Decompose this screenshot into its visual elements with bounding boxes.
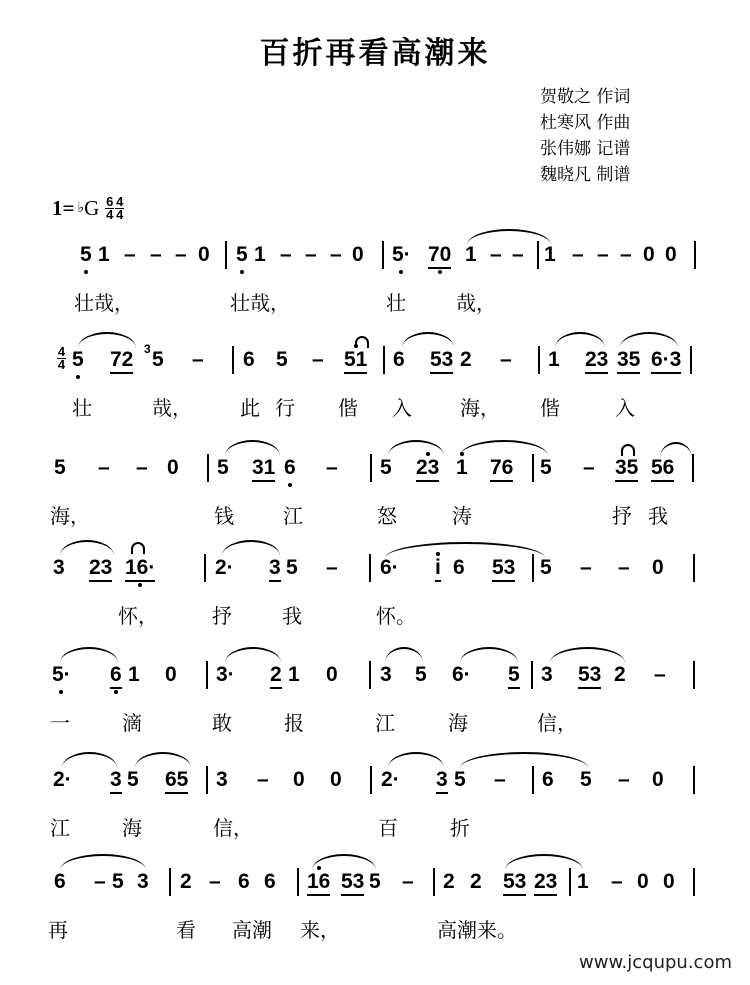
lyric: 海 [448,711,468,735]
note-group: 65 [165,768,188,794]
note-group: 23 [534,870,557,896]
watermark-url: www.jcqupu.com [579,952,732,973]
song-title: 百折再看高潮来 [259,36,491,71]
barline [206,766,208,794]
barline [531,661,533,689]
score-row-6 [0,760,750,860]
lyric: 百 [378,816,398,840]
lyric: 抒 [212,604,232,628]
credit-composer: 杜寒风 作曲 [540,113,631,133]
dash: – [305,243,317,266]
dash: – [618,768,630,791]
lyric: 折 [450,816,470,840]
barline [690,346,692,374]
time-signature-4-4: $\frac{4}{4}$ [116,194,124,222]
lyric: 哉， [152,396,192,420]
note: 2 [470,870,482,893]
note: 5 [580,768,592,791]
barline [569,868,571,896]
note: 2 [614,663,626,686]
barline [232,346,234,374]
barline [532,554,534,582]
slur [225,647,281,663]
note-group: 72 [110,348,133,374]
note: 2 [270,663,282,689]
barline [370,454,372,482]
note: 5 [286,556,298,579]
barline [694,241,696,269]
dash: – [402,870,414,893]
staff [0,448,750,488]
note-group: 16· [125,556,155,582]
slur [550,647,625,663]
dash: – [597,243,609,266]
barline [433,868,435,896]
lyric: 信， [537,711,577,735]
dash: – [572,243,584,266]
lyric: 来， [300,918,340,942]
note: 1 [548,348,560,371]
lyric: 入 [392,396,412,420]
note: 5 [454,768,466,791]
dash: – [209,870,221,893]
lyric: 我 [648,504,668,528]
slur [385,647,423,663]
staff [0,548,750,588]
rest: 0 [326,663,338,686]
lyric: 钱 [214,504,234,528]
score-row-1 [0,235,750,335]
dash: – [150,243,162,266]
lyric: 高潮来。 [437,918,517,942]
note-group: 35 [617,348,640,374]
rest: 0 [198,243,210,266]
barline [538,346,540,374]
note: 6 [110,663,122,689]
staff [0,862,750,902]
lyric: 怀。 [376,604,416,628]
lyric: 抒 [612,504,632,528]
note-group: 23 [89,556,112,582]
note: 5· [52,663,71,686]
slur [60,647,118,663]
credit-lyricist: 贺敬之 作词 [540,87,631,107]
note: 6 [243,348,255,371]
time-signature-4-4: 4 4 [57,344,66,372]
note: 5 [276,348,288,371]
note: 5 [112,870,124,893]
note: 6 [54,870,66,893]
credit-transcriber: 张伟娜 记谱 [540,139,631,159]
lyric: 壮 [386,291,406,315]
note-group: 35 [615,456,638,482]
dash: – [512,243,524,266]
note: 3 [110,768,122,794]
barline [297,868,299,896]
dash: – [98,456,110,479]
dash: – [490,243,502,266]
barline [692,454,694,482]
dash: – [500,348,512,371]
lyric: 行 [275,396,295,420]
note: 5 [540,556,552,579]
dash: – [326,456,338,479]
note-group: 76 [490,456,513,482]
lyric: 此 [240,396,260,420]
note: 1 [544,243,556,266]
fermata-icon [355,336,369,348]
note: 3 [380,663,392,686]
note: 5 [380,456,392,479]
lyric: 海， [50,504,90,528]
note: 6· [380,556,399,579]
note: 1 [577,870,589,893]
barline [225,241,227,269]
note-group: 51 [344,348,367,374]
lyric: 壮 [72,396,92,420]
note: 6· [452,663,471,686]
rest: 0 [165,663,177,686]
dash: – [136,456,148,479]
lyric: 海 [122,816,142,840]
lyric: 信， [213,816,253,840]
note-group: 31 [252,456,275,482]
rest: 0 [652,768,664,791]
dash: – [580,556,592,579]
note: 5 [369,870,381,893]
note-group: 53 [430,348,453,374]
rest: 0 [167,456,179,479]
barline [532,454,534,482]
lyric: 江 [283,504,303,528]
rest: 0 [352,243,364,266]
note: 6 [393,348,405,371]
lyric: 涛 [452,504,472,528]
note-group: 56 [651,456,674,482]
score-row-5 [0,655,750,755]
score-row-4 [0,548,750,648]
flat-icon: ♭ [77,201,85,216]
dash: – [326,556,338,579]
note: 5· [392,243,411,266]
lyric: 我 [282,604,302,628]
note: 2 [460,348,472,371]
barline [207,454,209,482]
staff [0,235,750,275]
note: 1 [128,663,140,686]
barline [693,661,695,689]
note: 5 [152,348,164,371]
barline [532,766,534,794]
note-group: 6·3 [651,348,681,374]
note: 3· [216,663,235,686]
lyric: 海， [460,396,500,420]
note: 1 [456,456,468,479]
dash: – [654,663,666,686]
note-group: 23 [585,348,608,374]
score-row-2 [0,340,750,440]
lyric: 壮哉， [230,291,290,315]
note: 6 [238,870,250,893]
dash: – [175,243,187,266]
credits-block [540,84,630,188]
time-signature-6-4: $\frac{6}{4}$ [106,194,114,222]
staff [0,655,750,695]
slur [225,440,280,456]
rest: 0 [652,556,664,579]
note: 1 [465,243,477,266]
fermata-icon [131,542,145,554]
note-group: 53 [503,870,526,896]
note: 5 [508,663,520,689]
note: 2· [215,556,234,579]
note: i [435,556,441,582]
slur [388,440,444,456]
dash: – [330,243,342,266]
dash: – [280,243,292,266]
dash: – [124,243,136,266]
note-group: 16 [307,870,330,896]
note: 2 [443,870,455,893]
lyric: 江 [50,816,70,840]
lyric: 看 [176,918,196,942]
slur [460,647,518,663]
note: 3 [269,556,281,582]
dash: – [94,870,106,893]
key-signature: 1= ♭ G $\frac{6}{4}$ $\frac{4}{4}$ [52,194,124,222]
barline [693,554,695,582]
grace-note: 3 [144,342,151,356]
dash: – [611,870,623,893]
lyric: 怒 [377,504,397,528]
dash: – [494,768,506,791]
note: 6 [284,456,296,479]
dash: – [257,768,269,791]
rest: 0 [330,768,342,791]
fermata-icon [621,444,635,456]
note: 5 [54,456,66,479]
note: 5 [540,456,552,479]
rest: 0 [663,870,675,893]
lyric: 高潮 [232,918,272,942]
note: 5 [217,456,229,479]
barline [369,661,371,689]
note: 5 [80,243,92,266]
barline [369,554,371,582]
note: 3 [541,663,553,686]
barline [169,868,171,896]
score-row-3 [0,448,750,548]
rest: 0 [665,243,677,266]
lyric: 偕 [540,396,560,420]
barline [206,661,208,689]
score-row-7 [0,862,750,962]
lyric: 江 [375,711,395,735]
note: 5 [236,243,248,266]
note: 6 [542,768,554,791]
staff [0,340,750,380]
barline [693,868,695,896]
note: 1 [98,243,110,266]
rest: 0 [637,870,649,893]
note: 3 [137,870,149,893]
lyric: 入 [615,396,635,420]
note: 5 [72,348,84,371]
dash: – [618,556,630,579]
lyric: 报 [284,711,304,735]
note: 1 [254,243,266,266]
dash: – [192,348,204,371]
barline [693,766,695,794]
staff [0,760,750,800]
note-group: 70 [428,243,451,269]
dash: – [312,348,324,371]
lyric: 滴 [122,711,142,735]
note: 1 [288,663,300,686]
slur [660,442,692,458]
rest: 0 [293,768,305,791]
note: 2· [53,768,72,791]
barline [537,241,539,269]
lyric: 怀， [118,604,158,628]
note-group: 23 [416,456,439,482]
note-group: 53 [578,663,601,689]
barline [383,346,385,374]
slur [460,440,548,456]
note: 6 [453,556,465,579]
lyric: 壮哉， [74,291,134,315]
note: 3 [53,556,65,579]
lyric: 偕 [338,396,358,420]
dash: – [620,243,632,266]
credit-engraver: 魏晓凡 制谱 [540,165,631,185]
dash: – [583,456,595,479]
barline [370,766,372,794]
barline [382,241,384,269]
note: 6 [264,870,276,893]
lyric: 一 [50,711,70,735]
note: 5 [415,663,427,686]
rest: 0 [643,243,655,266]
lyric: 再 [48,918,68,942]
note: 3 [436,768,448,794]
note: 2 [180,870,192,893]
note-group: 53 [492,556,515,582]
barline [204,554,206,582]
note: 5 [127,768,139,791]
note-group: 53 [341,870,364,896]
note: 2· [381,768,400,791]
lyric: 敢 [212,711,232,735]
lyric: 哉， [456,291,496,315]
note: 3 [216,768,228,791]
